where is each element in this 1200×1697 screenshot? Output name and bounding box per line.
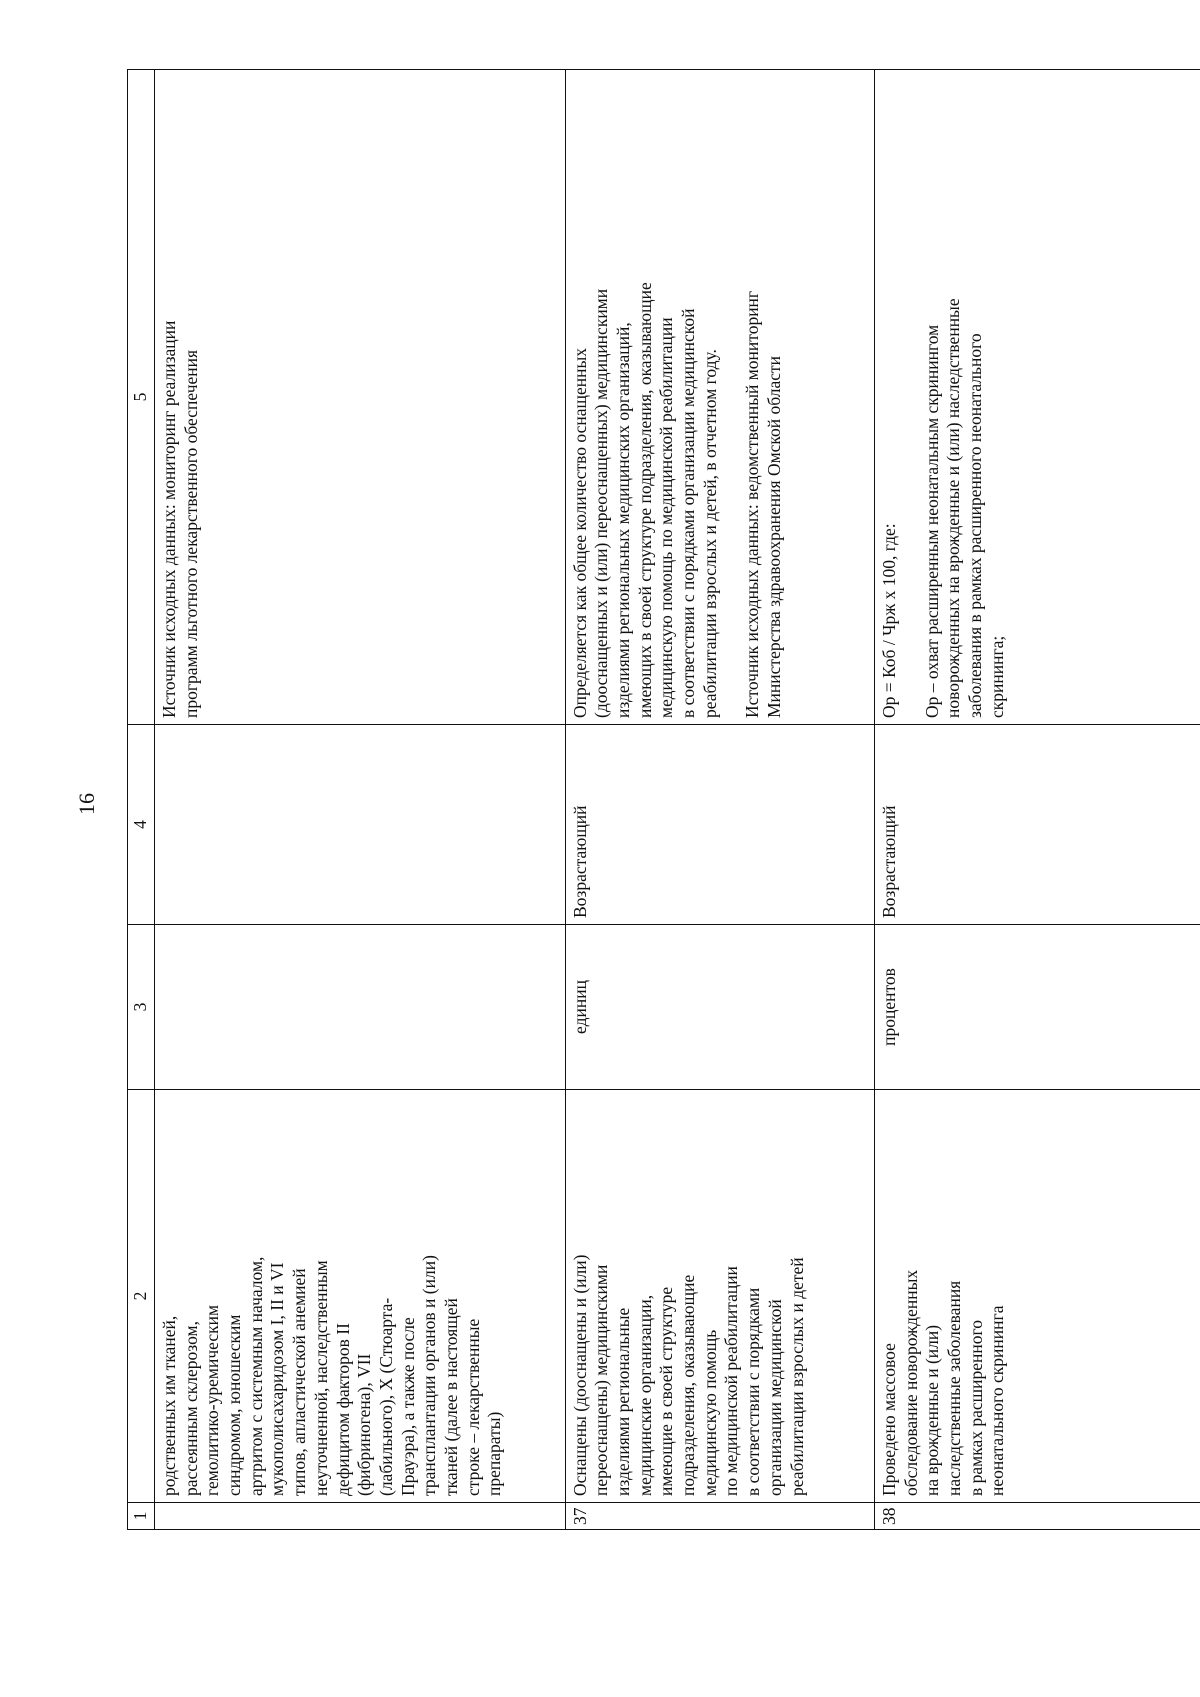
indicator-name-line: в соответствии с порядками bbox=[743, 1287, 764, 1496]
header-col-2: 2 bbox=[128, 1090, 155, 1503]
indicator-name-line: в рамках расширенного bbox=[965, 1320, 986, 1496]
indicator-name-line: артритом с системным началом, bbox=[245, 1256, 266, 1496]
indicator-name-line: гемолитико-уремическим bbox=[202, 1304, 223, 1496]
indicator-name-cell bbox=[155, 1090, 566, 1503]
indicator-name-line: дефицитом факторов II bbox=[332, 1323, 353, 1496]
indicator-name-line: на врожденные и (или) bbox=[922, 1324, 943, 1496]
indicator-name-line: тканей (далее в настоящей bbox=[440, 1298, 461, 1496]
method-line: Министерства здравоохранения Омской области bbox=[764, 355, 785, 718]
rotated-table-wrapper bbox=[127, 70, 1200, 1530]
indicator-name-line: неонатального скрининга bbox=[987, 1305, 1008, 1496]
indicator-name-line: неуточненной, наследственным bbox=[310, 1260, 331, 1496]
indicator-name-line: родственных им тканей, bbox=[159, 1315, 179, 1496]
method-line: имеющих в своей структуре подразделения, оказывающие bbox=[634, 282, 655, 718]
method-cell bbox=[565, 70, 874, 725]
header-col-4: 4 bbox=[128, 725, 155, 925]
page-number: 16 bbox=[74, 793, 99, 815]
indicator-name-line: медицинские организации, bbox=[634, 1294, 655, 1496]
header-col-5: 5 bbox=[128, 70, 155, 725]
indicator-name-line: переоснащены) медицинскими bbox=[591, 1264, 612, 1496]
method-line: программ льготного лекарственного обеспечения bbox=[180, 349, 201, 718]
indicator-name-line: Прауэра), а также после bbox=[397, 1317, 418, 1496]
indicator-name-line: синдромом, юношеским bbox=[224, 1314, 245, 1496]
method-line: реабилитации взрослых и детей, в отчетном году. bbox=[699, 349, 720, 718]
method-line: Определяется как общее количество оснащенных bbox=[569, 348, 590, 718]
method-line: (дооснащенных и (или) переоснащенных) медицинскими bbox=[591, 288, 612, 718]
indicator-name-line: наследственные заболевания bbox=[943, 1280, 964, 1496]
indicator-name-line: типов, апластической анемией bbox=[289, 1268, 310, 1496]
indicator-name-line: обследование новорожденных bbox=[900, 1269, 921, 1496]
table-row bbox=[565, 70, 874, 1530]
indicator-name-line: трансплантации органов и (или) bbox=[419, 1255, 440, 1496]
indicator-name-cell bbox=[874, 1090, 1200, 1503]
indicator-name-line: по медицинской реабилитации bbox=[721, 1266, 742, 1496]
header-row bbox=[128, 70, 155, 1530]
method-line bbox=[901, 76, 922, 718]
indicator-name-line: Оснащены (дооснащены и (или) bbox=[569, 1254, 590, 1496]
method-line: новорожденных на врожденные и (или) наследственные bbox=[943, 298, 964, 718]
indicator-name-line: (фибриногена), VII bbox=[354, 1353, 375, 1496]
indicator-name-line: подразделения, оказывающие bbox=[678, 1274, 699, 1496]
method-line: скрининга; bbox=[986, 635, 1007, 718]
unit-cell: процентов bbox=[874, 925, 1200, 1090]
indicator-name-line: реабилитации взрослых и детей bbox=[786, 1257, 807, 1496]
method-line: Ор = Коб / Чрж х 100, где: bbox=[878, 523, 899, 718]
indicator-name-line: организации медицинской bbox=[764, 1299, 785, 1496]
method-line: заболевания в рамках расширенного неонатального bbox=[964, 333, 985, 718]
indicator-name-line: мукополисахаридозом I, II и VI bbox=[267, 1262, 288, 1496]
indicator-name-line: препараты) bbox=[484, 1411, 505, 1496]
indicator-name-line: рассеянным склерозом, bbox=[180, 1321, 201, 1496]
table-row bbox=[155, 70, 566, 1530]
method-line bbox=[721, 76, 742, 718]
header-col-1: 1 bbox=[128, 1503, 155, 1530]
method-cell bbox=[874, 70, 1200, 725]
method-line: Источник исходных данных: ведомственный мониторинг bbox=[742, 290, 763, 718]
method-line: медицинскую помощь по медицинской реабилитации bbox=[656, 317, 677, 718]
indicator-name-line: (лабильного), X (Стюарта- bbox=[375, 1297, 396, 1496]
method-line: Источник исходных данных: мониторинг реализации bbox=[159, 320, 179, 718]
indicator-name-cell bbox=[565, 1090, 874, 1503]
indicator-name-line: изделиями региональные bbox=[613, 1307, 634, 1496]
indicator-name-line: медицинскую помощь bbox=[699, 1329, 720, 1496]
trend-cell: Возрастающий bbox=[874, 725, 1200, 925]
method-cell bbox=[155, 70, 566, 725]
indicators-table bbox=[127, 69, 1200, 1530]
indicator-name-line: имеющие в своей структуре bbox=[656, 1286, 677, 1496]
table-row bbox=[874, 70, 1200, 1530]
method-line: изделиями региональных медицинских организаций, bbox=[613, 322, 634, 718]
row-number-cell bbox=[155, 1503, 566, 1530]
unit-cell bbox=[155, 925, 566, 1090]
unit-cell: единиц bbox=[565, 925, 874, 1090]
method-line: в соответствии с порядками организации медицинской bbox=[678, 308, 699, 718]
row-number-cell: 37 bbox=[565, 1503, 874, 1530]
method-line: Ор – охват расширенным неонатальным скринингом bbox=[921, 324, 942, 718]
trend-cell bbox=[155, 725, 566, 925]
trend-cell: Возрастающий bbox=[565, 725, 874, 925]
row-number-cell: 38 bbox=[874, 1503, 1200, 1530]
header-col-3: 3 bbox=[128, 925, 155, 1090]
indicator-name-line: Проведено массовое bbox=[878, 1343, 899, 1496]
indicator-name-line: строке – лекарственные bbox=[462, 1318, 483, 1496]
